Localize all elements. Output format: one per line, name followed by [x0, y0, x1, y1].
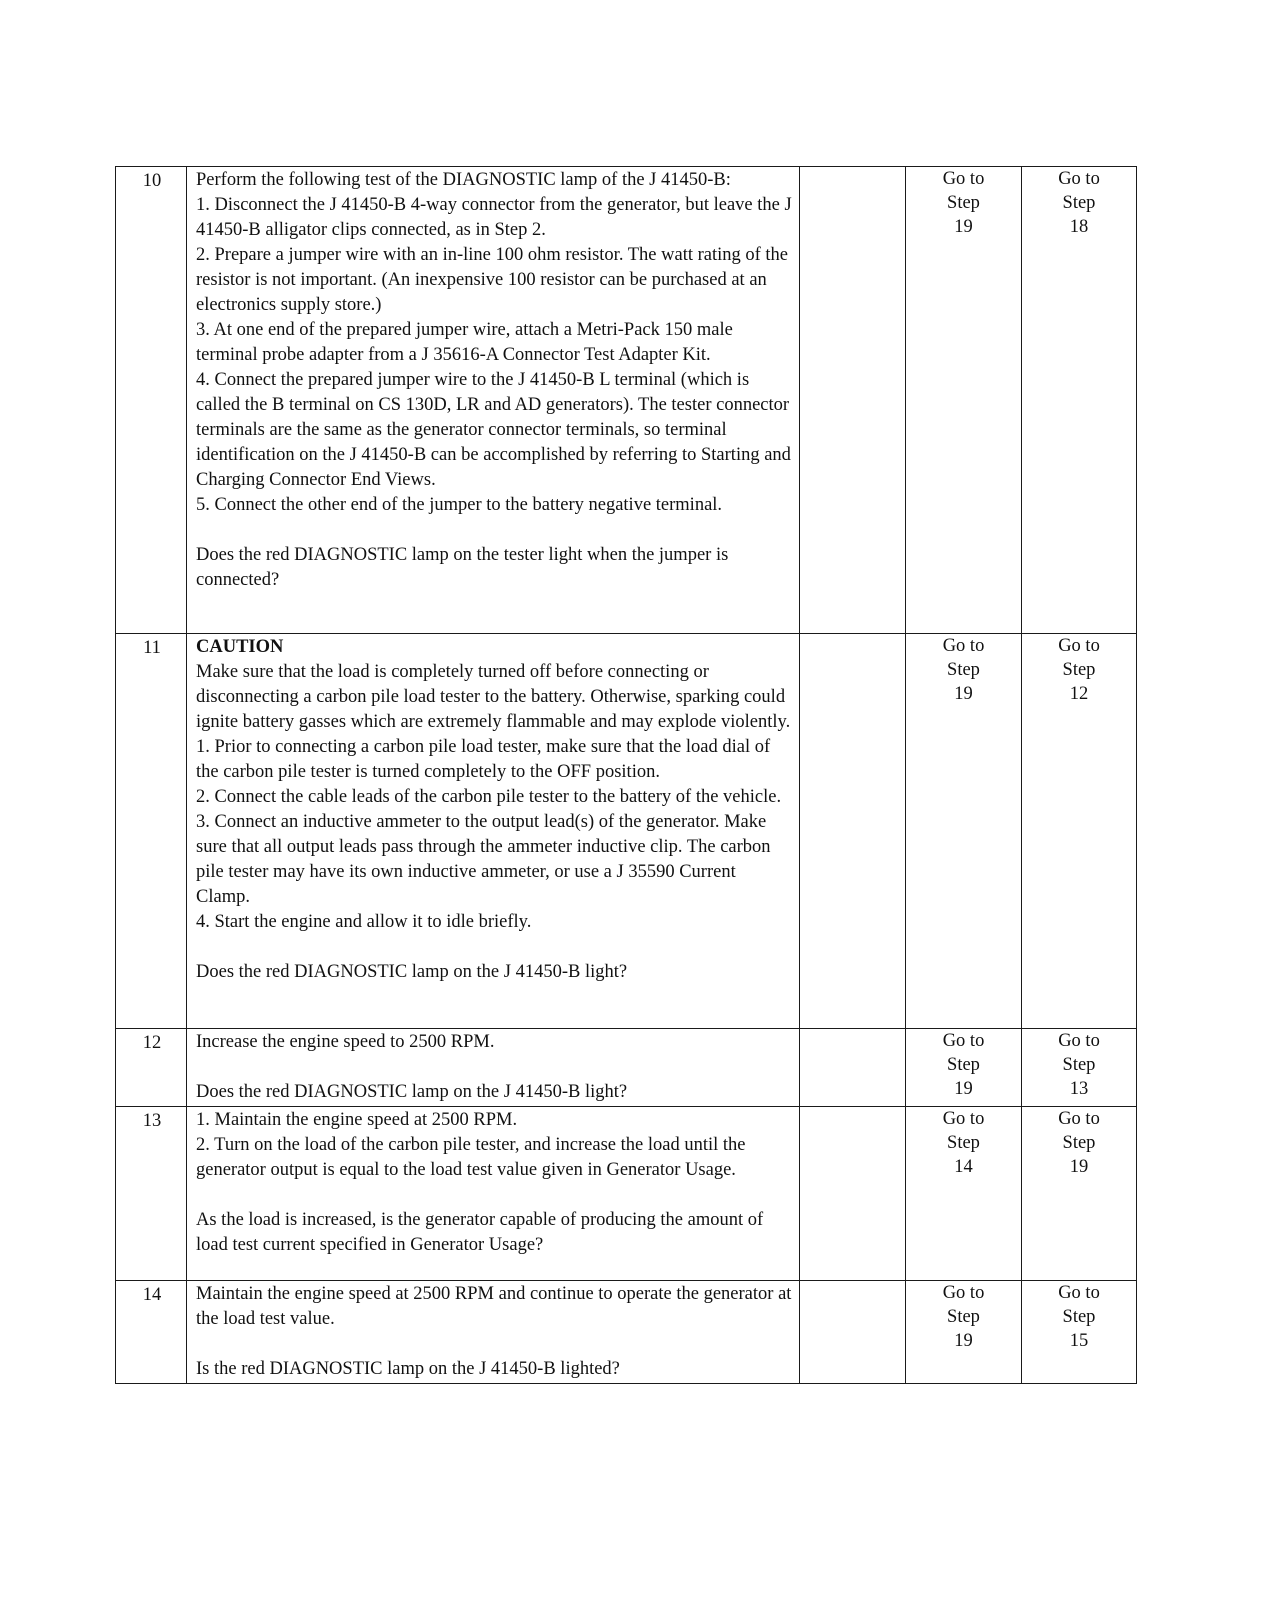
instruction-line: 1. Disconnect the J 41450-B 4-way connector from the generator, but leave the J 41450-B alligator clips connected, as in Step 2. — [196, 195, 792, 240]
action-cell — [187, 1281, 800, 1384]
instruction-line: Make sure that the load is completely turned off before connecting or disconnecting a carbon pile load tester to the battery. Otherwise, sparking could ignite battery gasses which are extremely flammable and may explode violently. — [196, 662, 791, 732]
yes-cell: Go to Step 19 — [906, 167, 1022, 634]
instruction-line: 3. At one end of the prepared jumper wire, attach a Metri-Pack 150 male terminal probe adapter from a J 35616-A Connector Test Adapter Kit. — [196, 320, 733, 365]
step-number: 13 — [116, 1107, 187, 1281]
action-cell — [187, 1029, 800, 1107]
table-row — [116, 1029, 1137, 1107]
yes-cell: Go to Step 19 — [906, 1029, 1022, 1107]
question-text: Is the red DIAGNOSTIC lamp on the J 41450-B lighted? — [196, 1359, 620, 1379]
no-cell: Go to Step 15 — [1022, 1281, 1137, 1384]
table-row — [116, 167, 1137, 634]
action-cell — [187, 634, 800, 1029]
action-cell — [187, 167, 800, 634]
value-cell — [800, 1029, 906, 1107]
step-number: 14 — [116, 1281, 187, 1384]
no-cell: Go to Step 12 — [1022, 634, 1137, 1029]
value-cell — [800, 634, 906, 1029]
instruction-line: 5. Connect the other end of the jumper to the battery negative terminal. — [196, 495, 723, 515]
instruction-line: Maintain the engine speed at 2500 RPM and continue to operate the generator at the load test value. — [196, 1284, 792, 1329]
instruction-line: 4. Connect the prepared jumper wire to the J 41450-B L terminal (which is called the B terminal on CS 130D, LR and AD generators). The tester connector terminals are the same as the generator connector terminals, so terminal identification on the J 41450-B can be accomplished by referring to Starting and Charging Connector End Views. — [196, 370, 791, 490]
diagnostic-table — [115, 166, 1137, 1384]
step-number: 11 — [116, 634, 187, 1029]
step-number: 12 — [116, 1029, 187, 1107]
yes-cell: Go to Step 19 — [906, 634, 1022, 1029]
table-row — [116, 1281, 1137, 1384]
instruction-line: 1. Prior to connecting a carbon pile load tester, make sure that the load dial of the carbon pile tester is turned completely to the OFF position. — [196, 737, 771, 782]
instruction-line: 2. Prepare a jumper wire with an in-line 100 ohm resistor. The watt rating of the resistor is not important. (An inexpensive 100 resistor can be purchased at an electronics supply store.) — [196, 245, 789, 315]
yes-cell: Go to Step 14 — [906, 1107, 1022, 1281]
table-row — [116, 1107, 1137, 1281]
no-cell: Go to Step 18 — [1022, 167, 1137, 634]
value-cell — [800, 1107, 906, 1281]
step-number: 10 — [116, 167, 187, 634]
instruction-line: 2. Turn on the load of the carbon pile tester, and increase the load until the generator output is equal to the load test value given in Generator Usage. — [196, 1135, 746, 1180]
question-text: Does the red DIAGNOSTIC lamp on the J 41450-B light? — [196, 1082, 628, 1102]
instruction-line: 1. Maintain the engine speed at 2500 RPM. — [196, 1110, 518, 1130]
question-text: As the load is increased, is the generator capable of producing the amount of load test current specified in Generator Usage? — [196, 1210, 764, 1255]
table-row — [116, 634, 1137, 1029]
value-cell — [800, 1281, 906, 1384]
value-cell — [800, 167, 906, 634]
instruction-line: 4. Start the engine and allow it to idle briefly. — [196, 912, 532, 932]
no-cell: Go to Step 13 — [1022, 1029, 1137, 1107]
instruction-line: Increase the engine speed to 2500 RPM. — [196, 1032, 495, 1052]
instruction-line: 3. Connect an inductive ammeter to the output lead(s) of the generator. Make sure that all output leads pass through the ammeter inductive clip. The carbon pile tester may have its own inductive ammeter, or use a J 35590 Current Clamp. — [196, 812, 771, 907]
question-text: Does the red DIAGNOSTIC lamp on the J 41450-B light? — [196, 962, 628, 982]
instruction-line: 2. Connect the cable leads of the carbon pile tester to the battery of the vehicle. — [196, 787, 782, 807]
instruction-line: Perform the following test of the DIAGNOSTIC lamp of the J 41450-B: — [196, 170, 731, 190]
question-text: Does the red DIAGNOSTIC lamp on the tester light when the jumper is connected? — [196, 545, 729, 590]
yes-cell: Go to Step 19 — [906, 1281, 1022, 1384]
no-cell: Go to Step 19 — [1022, 1107, 1137, 1281]
caution-heading: CAUTION — [196, 637, 284, 657]
action-cell — [187, 1107, 800, 1281]
